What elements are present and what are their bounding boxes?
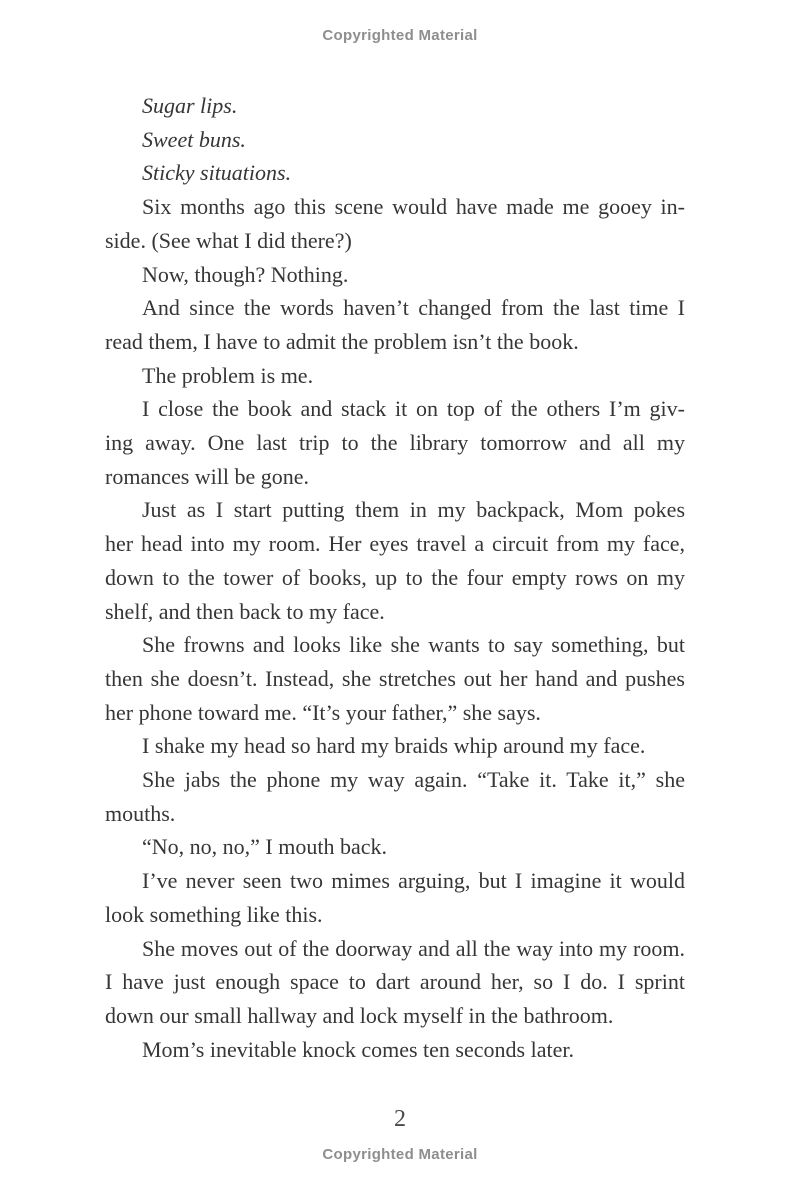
- text-line: The problem is me.: [142, 362, 314, 388]
- text-line: She jabs the phone my way again. “Take it. Take it,” she: [142, 767, 685, 793]
- text-line: I have just enough space to dart around her, so I do. I sprint: [105, 969, 685, 995]
- text-line: then she doesn’t. Instead, she stretches out her hand and pushes: [105, 665, 685, 691]
- copyright-notice-top: Copyrighted Material: [322, 27, 478, 44]
- text-line: down to the tower of books, up to the four empty rows on my: [105, 564, 685, 590]
- text-line: read them, I have to admit the problem isn’t the book.: [105, 328, 579, 354]
- text-line: Mom’s inevitable knock comes ten seconds later.: [142, 1036, 574, 1062]
- text-line: Sweet buns.: [142, 126, 246, 152]
- text-line: I’ve never seen two mimes arguing, but I imagine it would: [142, 868, 685, 894]
- text-line: Sticky situations.: [142, 160, 292, 186]
- text-line: She moves out of the doorway and all the way into my room.: [142, 935, 685, 961]
- text-line: “No, no, no,” I mouth back.: [142, 834, 387, 860]
- text-line: her head into my room. Her eyes travel a circuit from my face,: [105, 531, 685, 557]
- text-line: look something like this.: [105, 901, 323, 927]
- text-line: her phone toward me. “It’s your father,” she says.: [105, 699, 541, 725]
- text-line: I shake my head so hard my braids whip around my face.: [142, 733, 646, 759]
- text-line: ing away. One last trip to the library tomorrow and all my: [105, 430, 685, 456]
- page-number: 2: [394, 1106, 406, 1132]
- text-line: And since the words haven’t changed from the last time I: [142, 295, 685, 321]
- body-text-block: [105, 89, 685, 1066]
- text-line: romances will be gone.: [105, 463, 310, 489]
- text-line: Six months ago this scene would have made me gooey in-: [142, 194, 685, 220]
- text-line: Sugar lips.: [142, 93, 238, 118]
- text-line: shelf, and then back to my face.: [105, 598, 385, 624]
- text-line: She frowns and looks like she wants to say something, but: [142, 632, 685, 658]
- text-line: Now, though? Nothing.: [142, 261, 349, 287]
- text-line: Just as I start putting them in my backpack, Mom pokes: [142, 497, 685, 523]
- text-line: I close the book and stack it on top of the others I’m giv-: [142, 396, 685, 422]
- text-line: down our small hallway and lock myself in the bathroom.: [105, 1002, 614, 1028]
- text-line: side. (See what I did there?): [105, 227, 352, 253]
- text-line: mouths.: [105, 800, 176, 826]
- copyright-notice-bottom: Copyrighted Material: [322, 1146, 478, 1163]
